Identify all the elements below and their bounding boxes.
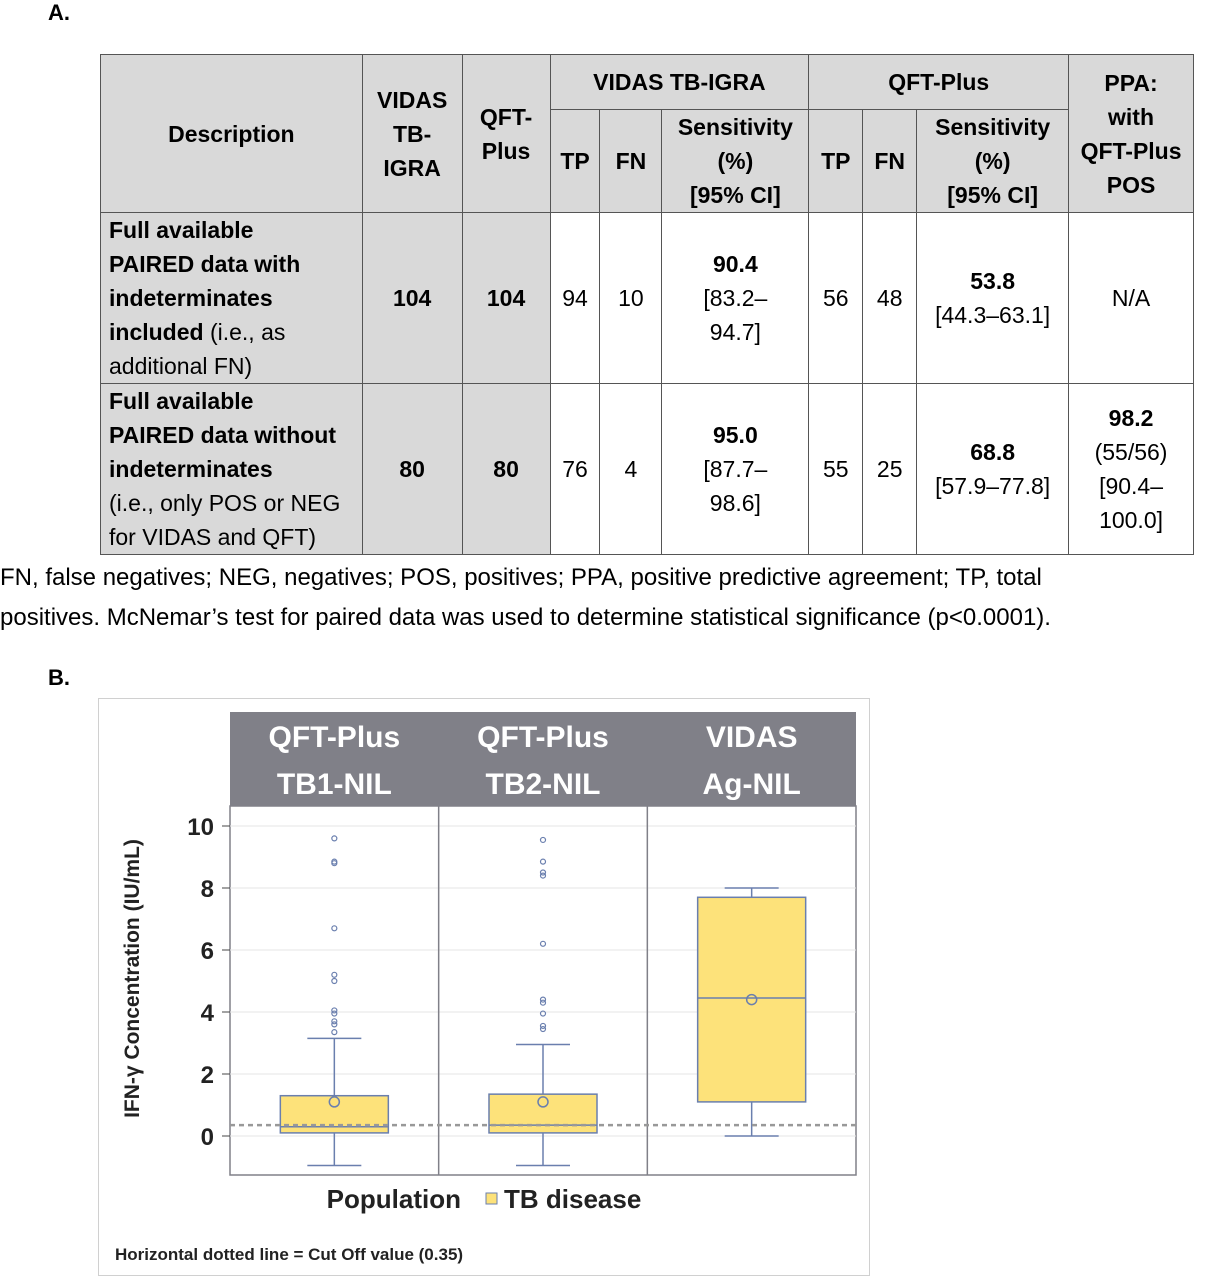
header-qft-count: QFT- Plus: [462, 55, 550, 213]
vidas-tp: 94: [550, 213, 600, 384]
header-vidas-tp: TP: [550, 110, 600, 213]
vidas-n: 80: [362, 384, 462, 555]
boxplot-figure: [98, 698, 870, 1276]
y-tick-label: 10: [187, 814, 214, 841]
header-qft-group: QFT-Plus: [809, 55, 1069, 110]
panel-title: TB1-NIL: [276, 768, 392, 801]
qft-sensitivity: 68.8 [57.9–77.8]: [917, 384, 1069, 555]
row-description: Full available PAIRED data with indeterminates included (i.e., as additional FN): [101, 213, 363, 384]
qft-n: 104: [462, 213, 550, 384]
box: [698, 897, 806, 1102]
legend-title: Population: [326, 1184, 461, 1214]
table-footnote: [0, 558, 1227, 638]
y-tick-label: 0: [200, 1124, 214, 1151]
panel-a-label: A.: [48, 0, 70, 25]
y-tick-label: 2: [200, 1062, 214, 1089]
box: [489, 1094, 597, 1133]
qft-sensitivity: 53.8 [44.3–63.1]: [917, 213, 1069, 384]
panel-b-label: B.: [48, 665, 70, 690]
footnote-line: positives. McNemar’s test for paired data was used to determine statistical significance (p<0.0001).: [0, 604, 1051, 631]
header-vidas-sensitivity: Sensitivity (%) [95% CI]: [662, 110, 809, 213]
header-ppa: PPA: with QFT-Plus POS: [1069, 55, 1194, 213]
header-qft-tp: TP: [809, 110, 863, 213]
panel-title: QFT-Plus: [268, 721, 401, 754]
ppa-value: 98.2 (55/56) [90.4– 100.0]: [1069, 384, 1194, 555]
vidas-tp: 76: [550, 384, 600, 555]
header-vidas-group: VIDAS TB-IGRA: [550, 55, 809, 110]
vidas-fn: 10: [600, 213, 662, 384]
qft-tp: 55: [809, 384, 863, 555]
header-vidas-fn: FN: [600, 110, 662, 213]
panel-title: VIDAS: [705, 721, 798, 754]
ppa-value: N/A: [1069, 213, 1194, 384]
header-qft-fn: FN: [863, 110, 917, 213]
vidas-sensitivity: 90.4 [83.2– 94.7]: [662, 213, 809, 384]
table-row: [101, 384, 1194, 555]
qft-fn: 48: [863, 213, 917, 384]
vidas-sensitivity: 95.0 [87.7– 98.6]: [662, 384, 809, 555]
footnote-line: FN, false negatives; NEG, negatives; POS, positives; PPA, positive predictive agreement; TP, total: [0, 564, 1042, 591]
legend-swatch: [486, 1193, 497, 1204]
qft-tp: 56: [809, 213, 863, 384]
legend-label: TB disease: [504, 1184, 642, 1214]
y-tick-label: 6: [200, 938, 214, 965]
row-description: Full available PAIRED data without indeterminates (i.e., only POS or NEG for VIDAS and QFT): [101, 384, 363, 555]
panel-title: TB2-NIL: [485, 768, 601, 801]
panel-title: QFT-Plus: [477, 721, 609, 754]
header-qft-sensitivity: Sensitivity (%) [95% CI]: [917, 110, 1069, 213]
vidas-n: 104: [362, 213, 462, 384]
qft-fn: 25: [863, 384, 917, 555]
table-row: [101, 213, 1194, 384]
sensitivity-table: [100, 54, 1194, 555]
vidas-fn: 4: [600, 384, 662, 555]
header-description: Description: [101, 55, 363, 213]
boxplot-chart: [99, 699, 869, 1275]
panel-title: Ag-NIL: [702, 768, 801, 801]
y-tick-label: 8: [200, 876, 214, 903]
qft-n: 80: [462, 384, 550, 555]
y-tick-label: 4: [200, 1000, 214, 1027]
cutoff-note: Horizontal dotted line = Cut Off value (0.35): [115, 1245, 464, 1264]
header-vidas-count: VIDAS TB- IGRA: [362, 55, 462, 213]
y-axis-title: IFN-γ Concentration (IU/mL): [121, 839, 144, 1118]
